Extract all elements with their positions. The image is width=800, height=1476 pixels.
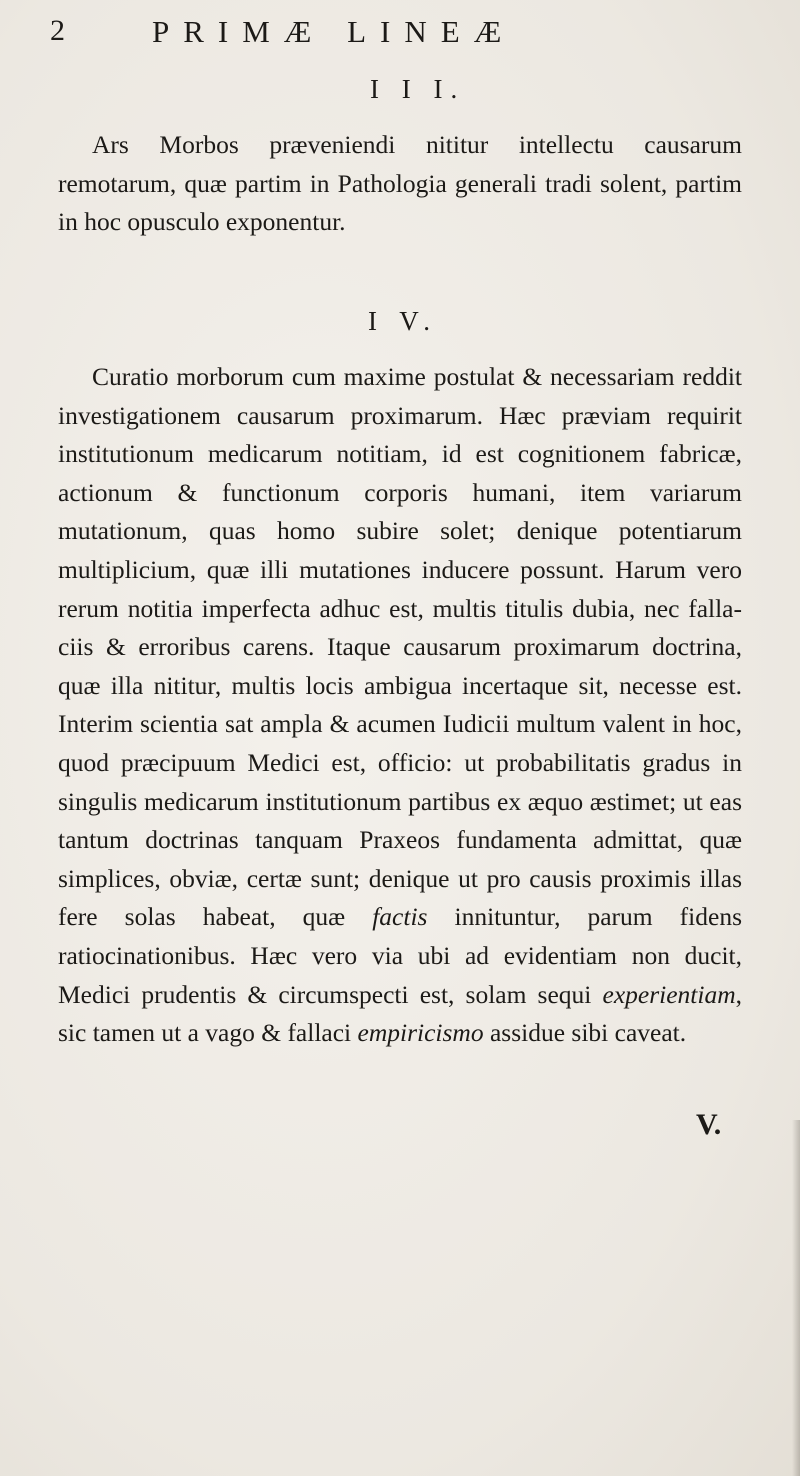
italic-text-run: experientiam [602, 979, 736, 1009]
text-run: Ars Morbos præveniendi nititur intellectu causarum remotarum, quæ partim in Pathologia generali tradi solent, partim in hoc opusculo exponentur. [58, 130, 742, 237]
text-run: assidue sibi caveat. [483, 1018, 687, 1048]
page-edge-shadow [792, 1120, 800, 1476]
section-4-paragraph [58, 358, 742, 1053]
italic-text-run: empiricismo [357, 1018, 484, 1048]
catchword: V. [696, 1108, 722, 1141]
running-head: PRIMÆ LINEÆ [152, 14, 516, 49]
italic-text-run: factis [372, 902, 428, 932]
page-header [50, 14, 690, 54]
page-number: 2 [50, 14, 67, 47]
section-number-4: I V. [368, 306, 439, 336]
text-run: innituntur, parum fidens ratiocinationibus. Hæc vero via ubi ad evidentiam non ducit, Medici prudentis & circumspecti est, solam sequi [58, 902, 742, 1009]
text-run: Curatio morborum cum maxime postulat & necessariam reddit investigationem causarum proximarum. Hæc præviam requirit institutionum medicarum notitiam, id est cognitionem fabricæ, actionum & functionum corporis humani, item variarum mutationum, quas homo subire solet; denique potentiarum multiplicium, quæ illi mutationes inducere possunt. Harum vero rerum notitia imperfecta adhuc est, multis titulis dubia, nec fallaciis & erroribus carens. Itaque causarum proximarum doctrina, quæ illa nititur, multis locis ambigua incertaque sit, necesse est. Interim scientia sat ampla & acumen Iudicii multum valent in hoc, quod præcipuum Medici est, officio: ut probabilitatis gradus in singulis medicarum institutionum partibus ex æquo æstimet; ut eas tantum doctrinas tanquam Praxeos fundamenta admittat, quæ simplices, obviæ, certæ sunt; denique ut pro causis proximis illas fere solas habeat, quæ [58, 362, 742, 932]
text-run: , sic tamen ut a vago & fallaci [58, 979, 742, 1048]
section-3-paragraph [58, 126, 742, 242]
section-number-3: I I I. [370, 74, 466, 104]
